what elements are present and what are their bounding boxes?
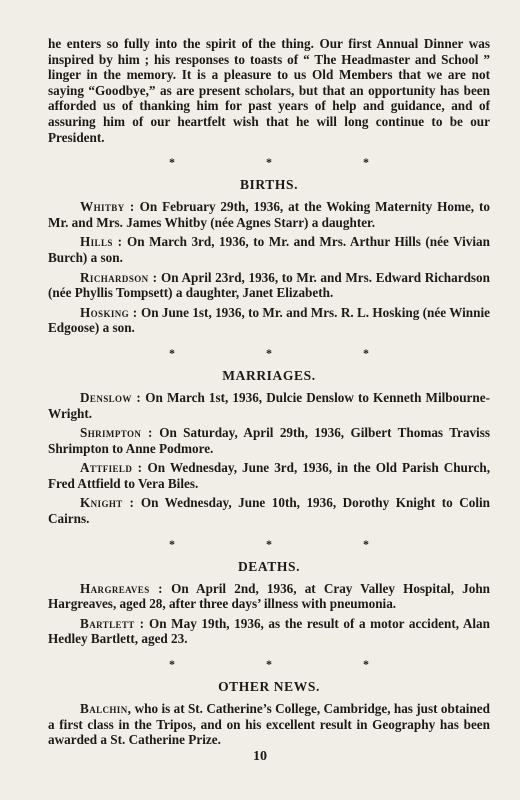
entry-text: On February 29th, 1936, at the Woking Maternity Home, to Mr. and Mrs. James Whitby (née Agnes Starr) a daughter. [48,199,490,230]
page-number: 10 [253,749,267,764]
marriage-entry [48,425,490,456]
birth-entry [48,305,490,336]
entry-name: Hills : [80,234,123,250]
births-heading: BIRTHS. [239,177,299,193]
entry-name: Whitby : [80,199,135,215]
entry-text: On Wednesday, June 3rd, 1936, in the Old Parish Church, Fred Attfield to Vera Biles. [48,460,490,491]
entry-text: On Wednesday, June 10th, 1936, Dorothy Knight to Colin Cairns. [48,495,490,527]
death-entry [48,581,490,612]
entry-text: who is at St. Catherine’s College, Cambridge, has just obtained a first class in the Tripos, and on his excellent result in Geography has been awarded a St. Catherine Prize. [48,701,490,748]
marriage-entry [48,495,490,526]
section-separator: * * * [169,657,413,672]
deaths-heading: DEATHS. [237,558,301,574]
entry-text: On June 1st, 1936, to Mr. and Mrs. R. L. Hosking (née Winnie Edgoose) a son. [48,304,490,336]
birth-entry [48,270,490,301]
entry-name: Bartlett : [80,615,145,631]
entry-text: On Saturday, April 29th, 1936, Gilbert Thomas Traviss Shrimpton to Anne Podmore. [48,425,490,456]
birth-entry [48,234,490,265]
intro-paragraph: he enters so fully into the spirit of the thing. Our first Annual Dinner was inspired by him ; his responses to toasts of “ The Headmaster and School ” linger in the memory. It is a pleasure to us Old Members that we are not saying “Goodbye,” as are present scholars, but that an opportunity has been afforded us of thanking him for past years of help and guidance, and of assuring him of our heartfelt wish that he will long continue to be our President. [48,36,490,145]
entry-name: Knight : [80,495,135,511]
death-entry [48,616,490,647]
birth-entry [48,199,490,230]
entry-name: Denslow : [80,389,142,405]
section-separator: * * * [169,345,413,360]
entry-name: Richardson : [80,269,158,285]
marriage-entry [48,390,490,421]
section-separator: * * * [169,536,413,551]
entry-text: On April 2nd, 1936, at Cray Valley Hospital, John Hargreaves, aged 28, after three days’ illness with pneumonia. [48,580,490,612]
entry-name: Hargreaves : [80,580,163,596]
entry-name: Attfield : [80,460,143,476]
entry-text: On April 23rd, 1936, to Mr. and Mrs. Edward Richardson (née Phyllis Tompsett) a daughter, Janet Elizabeth. [48,269,490,301]
entry-name: Balchin, [80,701,132,717]
entry-text: On May 19th, 1936, as the result of a motor accident, Alan Hedley Bartlett, aged 23. [48,615,490,647]
entry-text: On March 1st, 1936, Dulcie Denslow to Kenneth Milbourne-Wright. [48,389,490,421]
section-separator: * * * [169,155,413,170]
entry-text: On March 3rd, 1936, to Mr. and Mrs. Arthur Hills (née Vivian Burch) a son. [48,234,490,265]
other-news-heading: OTHER NEWS. [218,679,320,695]
marriages-heading: MARRIAGES. [222,367,316,383]
news-entry [48,701,490,748]
entry-name: Hosking : [80,304,138,320]
marriage-entry [48,460,490,491]
entry-name: Shrimpton : [80,425,153,441]
